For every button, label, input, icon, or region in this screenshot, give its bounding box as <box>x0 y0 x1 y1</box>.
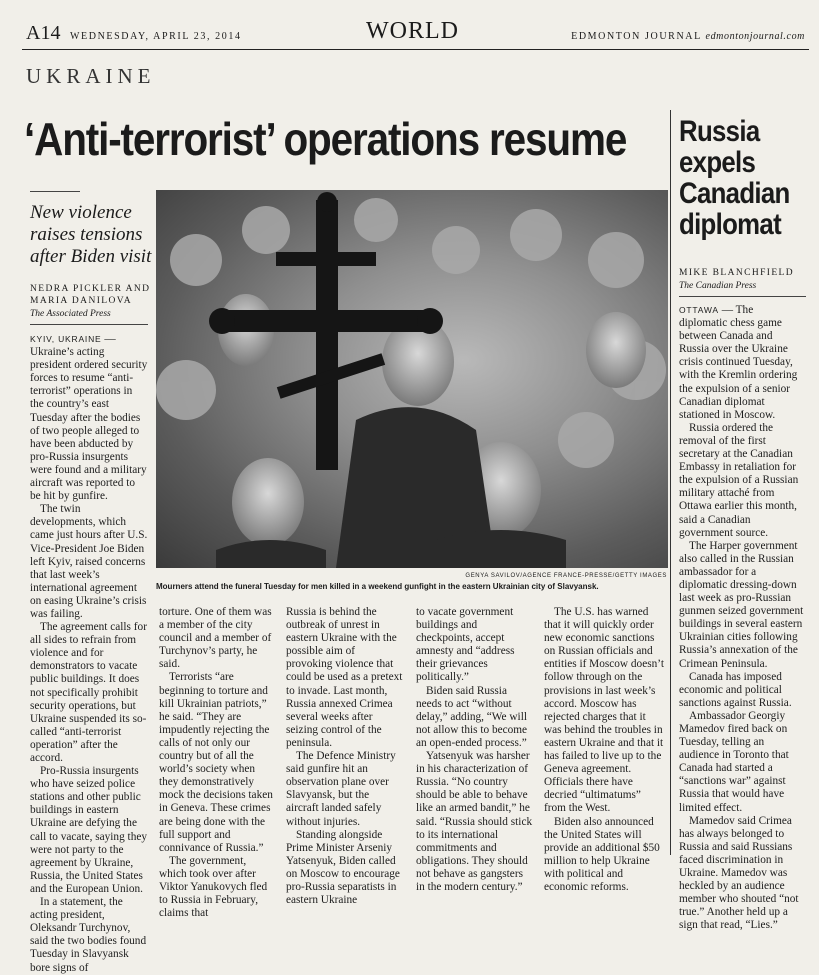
paragraph: In a statement, the acting president, Oleksandr Turchynov, said the two bodies found Tuesday in Slavyansk bore signs of <box>30 896 147 974</box>
paragraph: Standing alongside Prime Minister Arseniy Yatsenyuk, Biden called on Moscow to encourage pro-Russia separatists in eastern Ukraine <box>286 828 400 907</box>
sidebar-headline: Russia expels Canadian diplomat <box>679 115 790 241</box>
paper-name <box>571 31 805 42</box>
paragraph: Pro-Russia insurgents who have seized police stations and other public buildings in eastern Ukraine are defying the call to vacate, saying they were not party to the agreement by Ukraine, Russia, the United States and the European Union. <box>30 765 148 895</box>
issue-date: WEDNESDAY, APRIL 23, 2014 <box>70 31 242 42</box>
column-divider <box>670 110 671 855</box>
dateline: KYIV, UKRAINE <box>30 334 102 344</box>
paragraph: Yatsenyuk was harsher in his characterization of Russia. “No country should be able to behave like an armed bandit,” he said. “Russia should stick to its international commitments and obligations. They should not behave as gangsters in the modern century.” <box>416 750 533 893</box>
paragraph <box>679 304 804 422</box>
story-column-3 <box>286 606 404 907</box>
story-column-1 <box>30 333 148 975</box>
paragraph <box>30 333 148 503</box>
story-column-5 <box>544 606 664 894</box>
sidebar-dateline: OTTAWA <box>679 305 719 315</box>
byline-line-1: NEDRA PICKLER AND <box>30 284 151 294</box>
deck-rule <box>30 191 80 192</box>
byline <box>30 283 160 307</box>
page-number: A14 <box>26 22 61 44</box>
paragraph: The Harper government also called in the Russian ambassador for a diplomatic dressing-down last week as pro-Russian gunmen seized government buildings in several eastern Ukrainian cities following Russia’s annexation of the Crimean Peninsula. <box>679 539 804 670</box>
section-name: WORLD <box>366 18 459 44</box>
kicker: UKRAINE <box>26 64 156 88</box>
paragraph: Terrorists “are beginning to torture and kill Ukrainian patriots,” he said. “They are impudently rejecting the calls of not only our country but of all the world’s society when they demonstratively mock the decisions taken in Geneva. These crimes are being done with the full support and connivance of Russia.” <box>159 671 273 854</box>
byline-line-2: MARIA DANILOVA <box>30 296 133 306</box>
story-column-2 <box>159 606 276 920</box>
sidebar-agency: The Canadian Press <box>679 281 757 291</box>
main-headline: ‘Anti-terrorist’ operations resume <box>24 113 627 165</box>
masthead-rule <box>22 49 809 50</box>
paper-site: edmontonjournal.com <box>705 31 805 42</box>
paragraph: Russia is behind the outbreak of unrest in eastern Ukraine with the possible aim of provoking violence that could be used as a pretext to invade. Last month, Russia annexed Crimea several weeks after seizing control of the peninsula. <box>286 606 403 749</box>
sidebar-byline: MIKE BLANCHFIELD <box>679 268 795 278</box>
photo-caption: Mourners attend the funeral Tuesday for men killed in a weekend gunfight in the eastern Ukrainian city of Slavyansk. <box>156 582 599 591</box>
paragraph: The Defence Ministry said gunfire hit an observation plane over Slavyansk, but the aircraft landed safely without injuries. <box>286 750 396 828</box>
photo-illustration <box>156 190 668 568</box>
photo-credit: GENYA SAVILOV/AGENCE FRANCE-PRESSE/GETTY IMAGES <box>465 573 667 579</box>
paragraph: Biden also announced the United States will provide an additional $50 million to help Ukraine with political and economic reforms. <box>544 815 660 893</box>
byline-agency: The Associated Press <box>30 309 111 319</box>
paragraph: Mamedov said Crimea has always belonged to Russia and said Russians faced discrimination in Ukraine. Mamedov was heckled by an audience member who shouted “not true.” Another held up a sign that read, “Lies.” <box>679 814 799 932</box>
paragraph: Canada has imposed economic and political sanctions against Russia. <box>679 670 792 709</box>
deck: New violence raises tensions after Biden visit <box>30 202 152 267</box>
paragraph: to vacate government buildings and checkpoints, accept amnesty and “address their grievances politically.” <box>416 606 515 684</box>
paper-title: EDMONTON JOURNAL <box>571 31 702 42</box>
sidebar-column <box>679 304 804 933</box>
story-column-4 <box>416 606 533 894</box>
paragraph-text: — Ukraine’s acting president ordered security forces to resume “anti-terrorist” operations in the country’s east Tuesday after the bodies of two people alleged to have been abducted by pro-Russia insurgents were found and a military aircraft was reported to be hit by gunfire. <box>30 333 148 503</box>
paragraph: Russia ordered the removal of the first secretary at the Canadian Embassy in retaliation for the expulsion of a Russian military attaché from Ottawa earlier this month, said a Canadian government source. <box>679 421 799 539</box>
paragraph: The government, which took over after Viktor Yanukovych fled to Russia in February, claims that <box>159 854 268 920</box>
paragraph: The twin developments, which came just hours after U.S. Vice-President Joe Biden left Kyiv, raised concerns that last week’s international agreement on easing Ukraine’s crisis was failing. <box>30 503 148 620</box>
byline-rule <box>30 324 148 325</box>
paragraph: The agreement calls for all sides to refrain from violence and for demonstrators to vacate public buildings. It does not specifically prohibit security operations, but Ukraine suspended its so-called “anti-terrorist operation” after the accord. <box>30 621 147 764</box>
sidebar-rule <box>679 296 806 297</box>
news-photo <box>156 190 668 568</box>
paragraph: torture. One of them was a member of the city council and a member of Turchynov’s party, he said. <box>159 606 272 671</box>
paragraph: Biden said Russia needs to act “without delay,” adding, “We will not allow this to become an open-ended process.” <box>416 684 528 749</box>
paragraph-text: — The diplomatic chess game between Canada and Russia over the Ukraine crisis continued Tuesday, with the Kremlin ordering the expulsion of a senior Canadian diplomat stationed in Moscow. <box>679 304 798 421</box>
paragraph: The U.S. has warned that it will quickly order new economic sanctions on Russian officials and entities if Moscow doesn’t follow through on the provisions in last week’s accord. Moscow has rejected charges that it was behind the troubles in eastern Ukraine and that it has failed to live up to the Geneva agreement. Officials there have decried “ultimatums” from the West. <box>544 606 664 815</box>
paragraph: Ambassador Georgiy Mamedov fired back on Tuesday, telling an audience in Toronto that Canada had started a “sanctions war” against Russia that would have limited effect. <box>679 709 789 814</box>
